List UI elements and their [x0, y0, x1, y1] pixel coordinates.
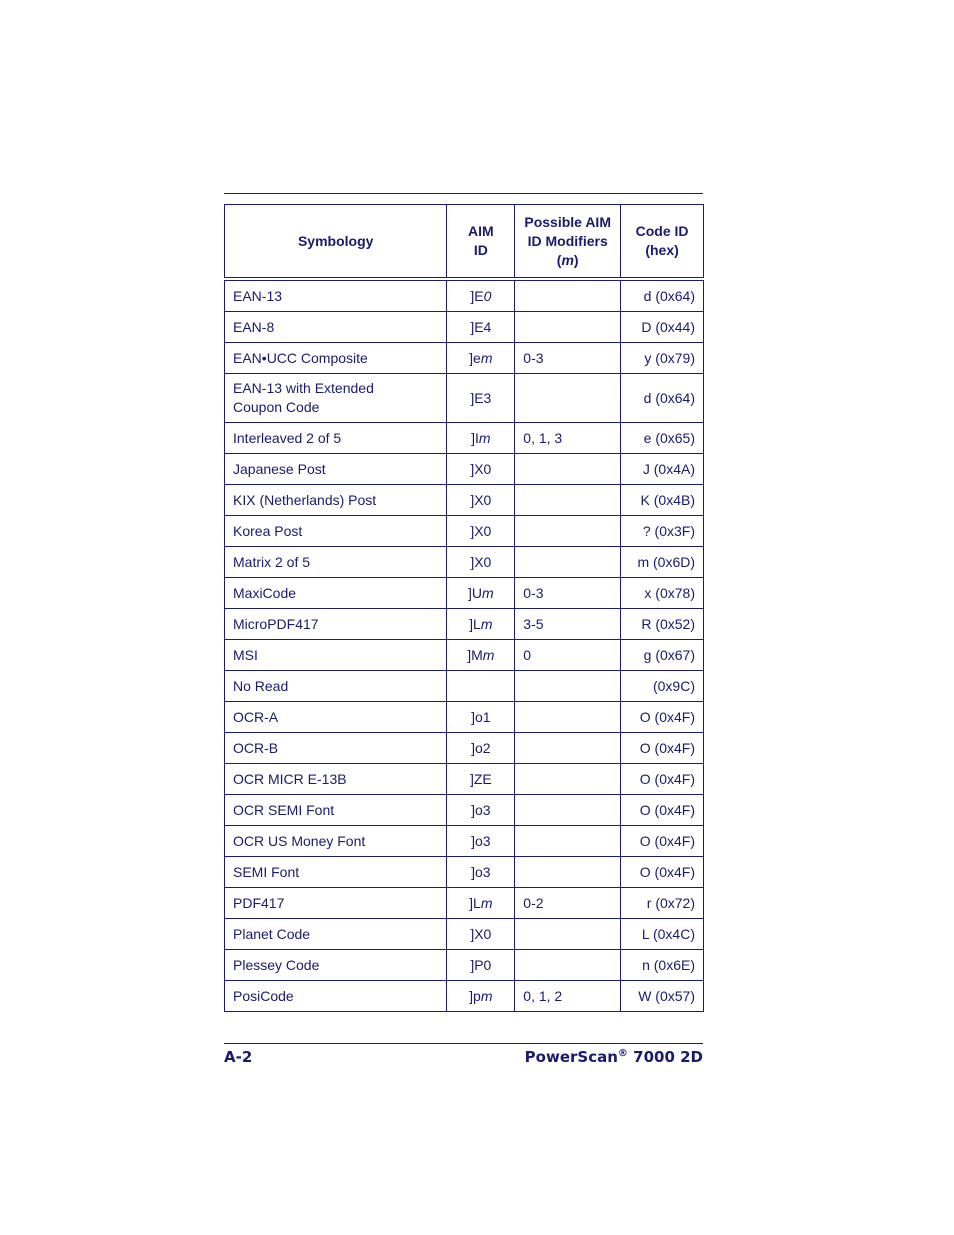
- cell-code-id: L (0x4C): [621, 919, 704, 950]
- aim-id-text: ]X0: [470, 523, 492, 539]
- table-row: [225, 857, 704, 888]
- symbology-name: EAN-8: [233, 319, 275, 335]
- aim-id-text: ]E3: [470, 389, 492, 406]
- cell-modifiers: [515, 671, 621, 702]
- cell-aim-id: [447, 826, 515, 857]
- table-row: [225, 733, 704, 764]
- cell-aim-id: [447, 733, 515, 764]
- cell-code-id: d (0x64): [621, 374, 704, 423]
- aim-id-text: ]U: [468, 585, 482, 601]
- cell-symbology: [225, 888, 447, 919]
- symbology-name: Plessey Code: [233, 957, 320, 973]
- cell-symbology: [225, 423, 447, 454]
- aim-id-text: ]X0: [470, 492, 492, 508]
- cell-aim-id: [447, 764, 515, 795]
- cell-modifiers: [515, 764, 621, 795]
- cell-modifiers: 0-3: [515, 343, 621, 374]
- table-row: [225, 578, 704, 609]
- header-code-id-line2: (hex): [645, 242, 679, 258]
- table-row: [225, 485, 704, 516]
- aim-id-text: ]X0: [470, 461, 492, 477]
- aim-id-text: ]X0: [470, 554, 492, 570]
- cell-modifiers: 0, 1, 2: [515, 981, 621, 1012]
- cell-symbology: [225, 671, 447, 702]
- aim-modifier-variable: m: [482, 585, 494, 601]
- aim-id-text: ]L: [469, 895, 481, 911]
- cell-symbology: [225, 516, 447, 547]
- cell-modifiers: [515, 454, 621, 485]
- symbology-table: [224, 204, 704, 1012]
- table-row: [225, 312, 704, 343]
- aim-modifier-variable: 0: [483, 288, 492, 304]
- table-row: [225, 919, 704, 950]
- cell-code-id: K (0x4B): [621, 485, 704, 516]
- cell-modifiers: [515, 516, 621, 547]
- cell-aim-id: [447, 578, 515, 609]
- cell-aim-id: [447, 702, 515, 733]
- cell-modifiers: [515, 374, 621, 423]
- symbology-name: Matrix 2 of 5: [233, 554, 311, 570]
- cell-code-id: O (0x4F): [621, 702, 704, 733]
- symbology-name: MSI: [233, 647, 258, 663]
- cell-symbology: [225, 919, 447, 950]
- cell-symbology: [225, 702, 447, 733]
- cell-code-id: (0x9C): [621, 671, 704, 702]
- aim-modifier-variable: m: [480, 616, 493, 632]
- cell-code-id: O (0x4F): [621, 795, 704, 826]
- header-modifiers-line1: Possible AIM: [524, 213, 611, 230]
- table-row: [225, 343, 704, 374]
- aim-id-text: ]o3: [471, 833, 491, 849]
- table-row: [225, 516, 704, 547]
- aim-id-text: ]P0: [470, 957, 492, 973]
- header-rule: [224, 193, 703, 194]
- header-code-id-line1: Code ID: [635, 223, 689, 239]
- cell-aim-id: [447, 343, 515, 374]
- cell-modifiers: [515, 950, 621, 981]
- cell-code-id: J (0x4A): [621, 454, 704, 485]
- symbology-name: MaxiCode: [233, 585, 297, 601]
- aim-modifier-variable: m: [478, 430, 491, 446]
- cell-aim-id: [447, 795, 515, 826]
- cell-modifiers: [515, 547, 621, 578]
- cell-modifiers: [515, 919, 621, 950]
- cell-modifiers: [515, 857, 621, 888]
- table-row: [225, 374, 704, 423]
- table-row: [225, 279, 704, 312]
- cell-symbology: [225, 578, 447, 609]
- header-modifiers-line2: ID Modifiers: [527, 232, 608, 249]
- product-name: PowerScan: [524, 1048, 618, 1066]
- symbology-name: Planet Code: [233, 926, 311, 942]
- aim-modifier-variable: m: [480, 895, 493, 911]
- cell-aim-id: [447, 671, 515, 702]
- symbology-name: KIX (Netherlands) Post: [233, 492, 377, 508]
- cell-code-id: ? (0x3F): [621, 516, 704, 547]
- cell-symbology: [225, 640, 447, 671]
- symbology-name: Coupon Code: [233, 399, 320, 415]
- header-aim-id: [447, 205, 515, 280]
- cell-code-id: y (0x79): [621, 343, 704, 374]
- cell-symbology: [225, 374, 447, 423]
- cell-modifiers: [515, 795, 621, 826]
- aim-id-text: ]p: [469, 988, 481, 1004]
- cell-modifiers: 3-5: [515, 609, 621, 640]
- symbology-name: PDF417: [233, 895, 285, 911]
- cell-symbology: [225, 609, 447, 640]
- cell-code-id: D (0x44): [621, 312, 704, 343]
- cell-code-id: x (0x78): [621, 578, 704, 609]
- cell-aim-id: [447, 609, 515, 640]
- symbology-name: OCR US Money Font: [233, 833, 366, 849]
- symbology-name: SEMI Font: [233, 864, 300, 880]
- cell-aim-id: [447, 312, 515, 343]
- aim-id-text: ]o1: [471, 709, 491, 725]
- cell-modifiers: 0, 1, 3: [515, 423, 621, 454]
- cell-symbology: [225, 857, 447, 888]
- symbology-name: No Read: [233, 678, 289, 694]
- symbology-name: Japanese Post: [233, 461, 326, 477]
- page-number: A-2: [224, 1048, 253, 1066]
- table-row: [225, 454, 704, 485]
- cell-symbology: [225, 454, 447, 485]
- cell-modifiers: [515, 485, 621, 516]
- cell-symbology: [225, 764, 447, 795]
- cell-modifiers: [515, 733, 621, 764]
- cell-code-id: O (0x4F): [621, 733, 704, 764]
- cell-aim-id: [447, 640, 515, 671]
- aim-id-text: ]E: [470, 288, 484, 304]
- cell-aim-id: [447, 857, 515, 888]
- product-model: 7000 2D: [627, 1048, 703, 1066]
- product-title: [525, 1048, 703, 1066]
- aim-id-text: ]ZE: [469, 771, 492, 787]
- aim-modifier-variable: m: [482, 647, 495, 663]
- table-row: [225, 981, 704, 1012]
- header-code-id: [621, 205, 704, 280]
- cell-aim-id: [447, 516, 515, 547]
- aim-id-text: ]o3: [471, 864, 491, 880]
- cell-code-id: O (0x4F): [621, 826, 704, 857]
- table-row: [225, 547, 704, 578]
- cell-aim-id: [447, 919, 515, 950]
- cell-code-id: d (0x64): [621, 279, 704, 312]
- aim-id-text: ]I: [471, 430, 479, 446]
- symbology-name: EAN-13: [233, 288, 283, 304]
- aim-modifier-variable: m: [480, 350, 493, 366]
- cell-symbology: [225, 981, 447, 1012]
- cell-modifiers: [515, 279, 621, 312]
- symbology-name: OCR-B: [233, 740, 279, 756]
- aim-id-text: ]M: [467, 647, 483, 663]
- aim-id-text: ]L: [469, 616, 481, 632]
- cell-aim-id: [447, 981, 515, 1012]
- table-header-row: [225, 205, 704, 280]
- cell-code-id: W (0x57): [621, 981, 704, 1012]
- cell-aim-id: [447, 374, 515, 423]
- cell-code-id: O (0x4F): [621, 857, 704, 888]
- cell-code-id: O (0x4F): [621, 764, 704, 795]
- cell-code-id: e (0x65): [621, 423, 704, 454]
- symbology-name: EAN•UCC Composite: [233, 350, 368, 366]
- table-row: [225, 609, 704, 640]
- table-body: [225, 279, 704, 1012]
- cell-aim-id: [447, 454, 515, 485]
- cell-aim-id: [447, 279, 515, 312]
- cell-code-id: m (0x6D): [621, 547, 704, 578]
- table-row: [225, 702, 704, 733]
- aim-id-text: ]E4: [470, 319, 492, 335]
- header-aim-id-line1: AIM: [468, 223, 494, 239]
- symbology-name: Korea Post: [233, 523, 303, 539]
- header-modifiers: [515, 205, 621, 280]
- registered-mark: ®: [617, 1048, 628, 1059]
- cell-code-id: r (0x72): [621, 888, 704, 919]
- header-modifiers-m: m: [561, 251, 574, 268]
- cell-aim-id: [447, 950, 515, 981]
- cell-symbology: [225, 733, 447, 764]
- aim-modifier-variable: m: [480, 988, 493, 1004]
- footer-rule: [224, 1043, 703, 1044]
- symbology-name: EAN-13 with Extended: [233, 380, 374, 396]
- header-aim-id-line2: ID: [473, 242, 488, 258]
- cell-modifiers: [515, 826, 621, 857]
- aim-id-text: ]o2: [471, 740, 491, 756]
- cell-symbology: [225, 950, 447, 981]
- table-row: [225, 671, 704, 702]
- cell-modifiers: 0-2: [515, 888, 621, 919]
- table-row: [225, 795, 704, 826]
- cell-symbology: [225, 485, 447, 516]
- table-row: [225, 640, 704, 671]
- symbology-name: OCR MICR E-13B: [233, 771, 347, 787]
- cell-symbology: [225, 279, 447, 312]
- cell-aim-id: [447, 888, 515, 919]
- symbology-name: PosiCode: [233, 988, 294, 1004]
- aim-id-text: ]e: [469, 350, 481, 366]
- symbology-name: OCR SEMI Font: [233, 802, 335, 818]
- cell-symbology: [225, 312, 447, 343]
- table-row: [225, 888, 704, 919]
- table-row: [225, 826, 704, 857]
- aim-id-text: ]o3: [471, 802, 491, 818]
- cell-modifiers: 0-3: [515, 578, 621, 609]
- cell-modifiers: 0: [515, 640, 621, 671]
- cell-code-id: g (0x67): [621, 640, 704, 671]
- cell-modifiers: [515, 312, 621, 343]
- header-modifiers-close-paren: ): [573, 251, 579, 268]
- cell-symbology: [225, 343, 447, 374]
- cell-modifiers: [515, 702, 621, 733]
- cell-symbology: [225, 795, 447, 826]
- cell-aim-id: [447, 423, 515, 454]
- symbology-name: MicroPDF417: [233, 616, 319, 632]
- cell-code-id: n (0x6E): [621, 950, 704, 981]
- cell-code-id: R (0x52): [621, 609, 704, 640]
- cell-symbology: [225, 826, 447, 857]
- table-row: [225, 423, 704, 454]
- cell-symbology: [225, 547, 447, 578]
- header-symbology: Symbology: [225, 205, 447, 280]
- cell-aim-id: [447, 485, 515, 516]
- table-row: [225, 764, 704, 795]
- symbology-name: OCR-A: [233, 709, 279, 725]
- table-row: [225, 950, 704, 981]
- symbology-name: Interleaved 2 of 5: [233, 430, 342, 446]
- header-modifiers-open-paren: (: [556, 251, 562, 268]
- cell-aim-id: [447, 547, 515, 578]
- aim-id-text: ]X0: [470, 926, 492, 942]
